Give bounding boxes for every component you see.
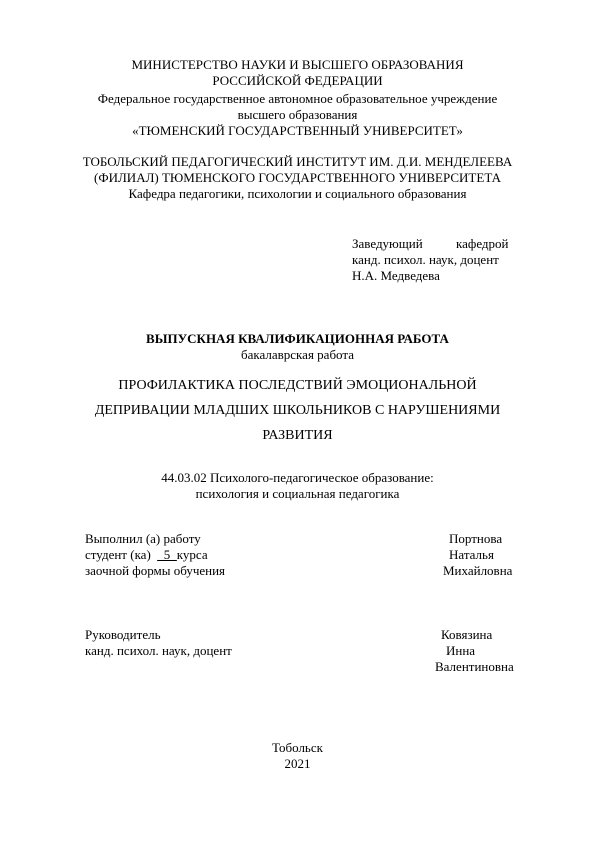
specialty-line-1: 44.03.02 Психолого-педагогическое образование: <box>161 470 434 485</box>
approval-name: Н.А. Медведева <box>352 268 440 283</box>
student-label-prefix: студент (ка) <box>85 547 151 562</box>
work-title-line-1: ПРОФИЛАКТИКА ПОСЛЕДСТВИЙ ЭМОЦИОНАЛЬНОЙ <box>118 378 477 393</box>
ministry-line-1: МИНИСТЕРСТВО НАУКИ И ВЫСШЕГО ОБРАЗОВАНИЯ <box>131 57 464 72</box>
supervisor-surname: Ковязина <box>441 627 493 642</box>
institute-line-1: ТОБОЛЬСКИЙ ПЕДАГОГИЧЕСКИЙ ИНСТИТУТ ИМ. Д.И. МЕНДЕЛЕЕВА <box>82 154 513 169</box>
approval-degree: канд. психол. наук, доцент <box>352 252 499 267</box>
supervisor-patronymic: Валентиновна <box>435 659 514 674</box>
institution-line-1: Федеральное государственное автономное образовательное учреждение <box>97 91 498 106</box>
ministry-line-2: РОССИЙСКОЙ ФЕДЕРАЦИИ <box>212 73 383 88</box>
student-label-suffix: курса <box>176 547 208 562</box>
approval-word-department: кафедрой <box>456 236 509 251</box>
student-label-1: Выполнил (а) работу <box>85 531 201 546</box>
institute-line-2: (ФИЛИАЛ) ТЮМЕНСКОГО ГОСУДАРСТВЕННОГО УНИВЕРСИТЕТА <box>94 170 501 185</box>
student-surname: Портнова <box>449 531 503 546</box>
work-subtype: бакалаврская работа <box>241 347 354 362</box>
work-title-line-2: ДЕПРИВАЦИИ МЛАДШИХ ШКОЛЬНИКОВ С НАРУШЕНИЯМИ <box>94 403 501 418</box>
city: Тобольск <box>272 740 323 755</box>
student-name: Наталья <box>449 547 494 562</box>
institution-line-2: высшего образования <box>237 107 358 122</box>
student-patronymic: Михайловна <box>443 563 513 578</box>
supervisor-name: Инна <box>446 643 476 658</box>
specialty-line-2: психология и социальная педагогика <box>195 486 400 501</box>
student-label-2 <box>85 547 208 563</box>
supervisor-label-2: канд. психол. наук, доцент <box>85 643 232 658</box>
supervisor-label-1: Руководитель <box>85 627 161 642</box>
work-type: ВЫПУСКНАЯ КВАЛИФИКАЦИОННАЯ РАБОТА <box>146 331 449 346</box>
student-label-3: заочной формы обучения <box>85 563 226 578</box>
department-name: Кафедра педагогики, психологии и социального образования <box>128 186 467 201</box>
work-title-line-3: РАЗВИТИЯ <box>262 428 333 443</box>
year: 2021 <box>284 756 311 771</box>
university-name: «ТЮМЕНСКИЙ ГОСУДАРСТВЕННЫЙ УНИВЕРСИТЕТ» <box>132 123 463 138</box>
course-number: _5_ <box>157 547 177 562</box>
approval-word-head: Заведующий <box>352 236 423 251</box>
